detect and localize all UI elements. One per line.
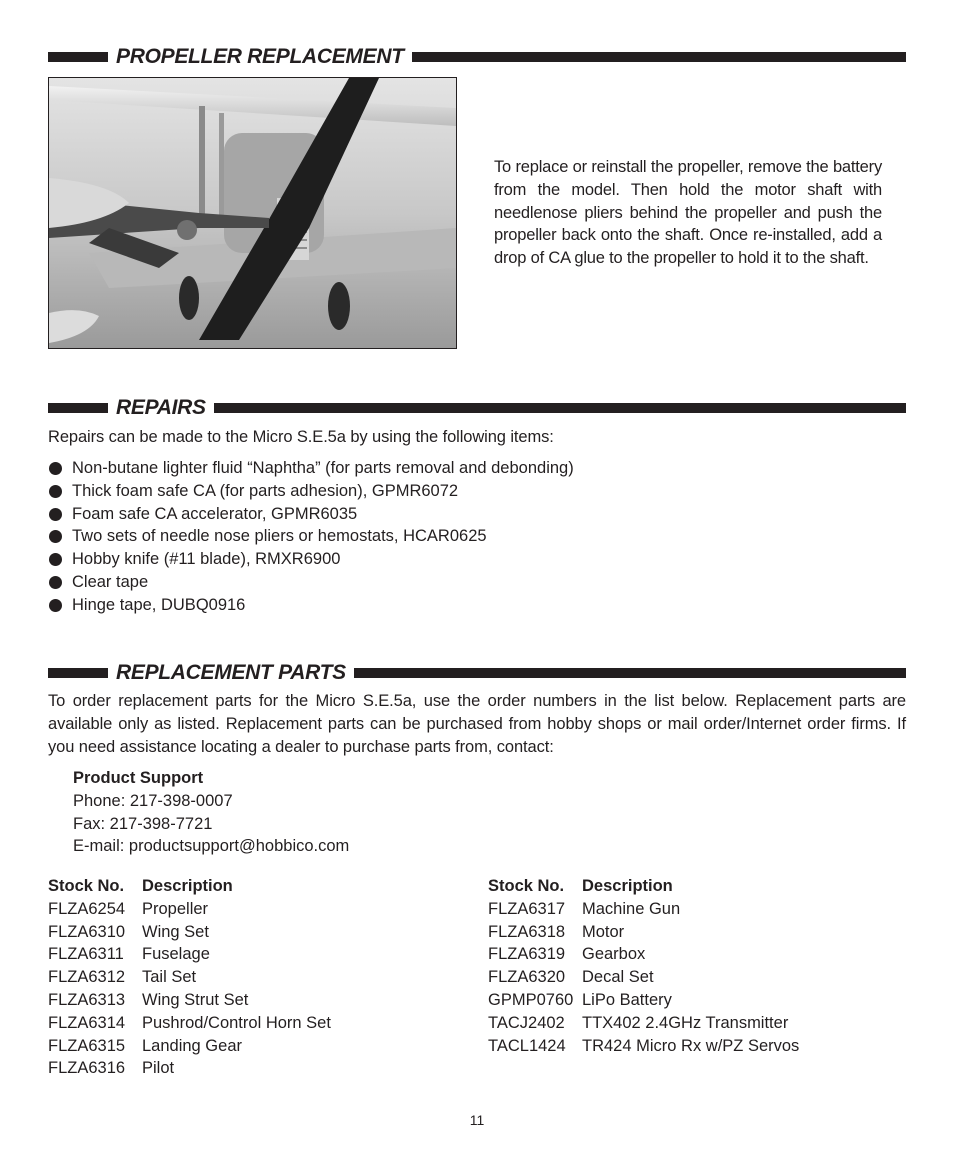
stock-no: FLZA6319 bbox=[488, 945, 566, 964]
stock-no: FLZA6311 bbox=[48, 945, 124, 964]
parts-intro: To order replacement parts for the Micro S.E.5a, use the order numbers in the list below. Replacement parts are available only as listed. Replacement parts can be purchased from hobby shops or mail order/Internet order firms. If you need assistance locating a dealer to purchase parts from, contact: bbox=[48, 692, 906, 756]
description: Fuselage bbox=[142, 945, 210, 964]
description: TTX402 2.4GHz Transmitter bbox=[582, 1013, 789, 1032]
table-row bbox=[48, 1035, 331, 1058]
list-item-text: Clear tape bbox=[72, 572, 149, 591]
description: Landing Gear bbox=[142, 1036, 242, 1055]
support-title: Product Support bbox=[73, 769, 204, 787]
table-row bbox=[48, 898, 331, 921]
list-item-text: Two sets of needle nose pliers or hemostats, HCAR0625 bbox=[72, 527, 487, 546]
table-row bbox=[48, 1057, 331, 1080]
table-row bbox=[488, 1012, 799, 1035]
table-row bbox=[488, 921, 799, 944]
description: Pilot bbox=[142, 1059, 175, 1078]
description: Propeller bbox=[142, 899, 209, 918]
list-item bbox=[48, 480, 574, 503]
table-row bbox=[48, 1012, 331, 1035]
list-item bbox=[48, 457, 574, 480]
header-rule-right bbox=[412, 52, 906, 62]
list-item bbox=[48, 525, 574, 548]
description: Machine Gun bbox=[582, 899, 681, 918]
table-row bbox=[488, 966, 799, 989]
section-title: REPAIRS bbox=[116, 396, 212, 420]
section-header-parts bbox=[48, 661, 906, 685]
support-fax: Fax: 217-398-7721 bbox=[73, 814, 213, 833]
list-item-text: Hinge tape, DUBQ0916 bbox=[72, 595, 246, 614]
description: TR424 Micro Rx w/PZ Servos bbox=[582, 1036, 800, 1055]
propeller-instructions: To replace or reinstall the propeller, remove the battery from the model. Then hold the motor shaft with needlenose pliers behind the propeller and push the propeller back onto the shaft. Once re-installed, add a drop of CA glue to the propeller to hold it to the shaft. bbox=[494, 158, 882, 268]
stock-no: FLZA6254 bbox=[48, 899, 126, 918]
bullet-icon bbox=[49, 576, 62, 589]
list-item bbox=[48, 571, 574, 594]
table-row bbox=[48, 943, 331, 966]
header-description: Description bbox=[582, 877, 673, 895]
header-stock-no: Stock No. bbox=[48, 877, 125, 895]
product-support-contact bbox=[73, 767, 349, 858]
support-email: E-mail: productsupport@hobbico.com bbox=[73, 837, 350, 856]
stock-no: TACJ2402 bbox=[488, 1013, 565, 1032]
support-phone: Phone: 217-398-0007 bbox=[73, 791, 233, 810]
section-header-propeller bbox=[48, 45, 906, 69]
table-header bbox=[48, 875, 331, 898]
section-header-repairs bbox=[48, 396, 906, 420]
bullet-icon bbox=[49, 530, 62, 543]
bullet-icon bbox=[49, 462, 62, 475]
description: Tail Set bbox=[142, 968, 197, 987]
parts-table-left bbox=[48, 875, 331, 1080]
stock-no: FLZA6315 bbox=[48, 1036, 126, 1055]
table-row bbox=[48, 921, 331, 944]
list-item-text: Non-butane lighter fluid “Naphtha” (for parts removal and debonding) bbox=[72, 459, 574, 477]
table-row bbox=[488, 1035, 799, 1058]
bullet-icon bbox=[49, 485, 62, 498]
stock-no: FLZA6314 bbox=[48, 1013, 126, 1032]
stock-no: GPMP0760 bbox=[488, 990, 574, 1009]
table-row bbox=[488, 943, 799, 966]
stock-no: FLZA6317 bbox=[488, 899, 566, 918]
stock-no: FLZA6318 bbox=[488, 922, 566, 941]
header-description: Description bbox=[142, 877, 233, 895]
table-row bbox=[488, 898, 799, 921]
header-rule-left bbox=[48, 403, 108, 413]
bullet-icon bbox=[49, 508, 62, 521]
list-item-text: Thick foam safe CA (for parts adhesion), GPMR6072 bbox=[72, 481, 459, 500]
header-rule-left bbox=[48, 668, 108, 678]
stock-no: FLZA6320 bbox=[488, 968, 566, 987]
stock-no: FLZA6310 bbox=[48, 922, 126, 941]
repairs-intro: Repairs can be made to the Micro S.E.5a by using the following items: bbox=[48, 428, 554, 446]
list-item bbox=[48, 503, 574, 526]
list-item-text: Foam safe CA accelerator, GPMR6035 bbox=[72, 504, 358, 523]
stock-no: FLZA6312 bbox=[48, 968, 126, 987]
bullet-icon bbox=[49, 553, 62, 566]
header-rule-right bbox=[354, 668, 906, 678]
table-row bbox=[488, 989, 799, 1012]
description: Decal Set bbox=[582, 968, 654, 987]
list-item bbox=[48, 548, 574, 571]
table-header bbox=[488, 875, 799, 898]
section-title: PROPELLER REPLACEMENT bbox=[116, 45, 410, 69]
bullet-icon bbox=[49, 599, 62, 612]
table-row bbox=[48, 989, 331, 1012]
description: Pushrod/Control Horn Set bbox=[142, 1013, 331, 1032]
table-row bbox=[48, 966, 331, 989]
stock-no: TACL1424 bbox=[488, 1036, 566, 1055]
stock-no: FLZA6316 bbox=[48, 1059, 126, 1078]
propeller-photo bbox=[48, 77, 457, 349]
header-rule-left bbox=[48, 52, 108, 62]
description: Wing Strut Set bbox=[142, 990, 249, 1009]
parts-table-right bbox=[488, 875, 799, 1057]
description: LiPo Battery bbox=[582, 990, 672, 1009]
section-title: REPLACEMENT PARTS bbox=[116, 661, 352, 685]
description: Motor bbox=[582, 922, 625, 941]
repairs-list bbox=[48, 457, 574, 617]
list-item-text: Hobby knife (#11 blade), RMXR6900 bbox=[72, 550, 341, 569]
list-item bbox=[48, 594, 574, 617]
header-rule-right bbox=[214, 403, 906, 413]
stock-no: FLZA6313 bbox=[48, 990, 126, 1009]
description: Wing Set bbox=[142, 922, 209, 941]
header-stock-no: Stock No. bbox=[488, 877, 565, 895]
description: Gearbox bbox=[582, 945, 646, 964]
page-number: 11 bbox=[469, 1112, 485, 1128]
